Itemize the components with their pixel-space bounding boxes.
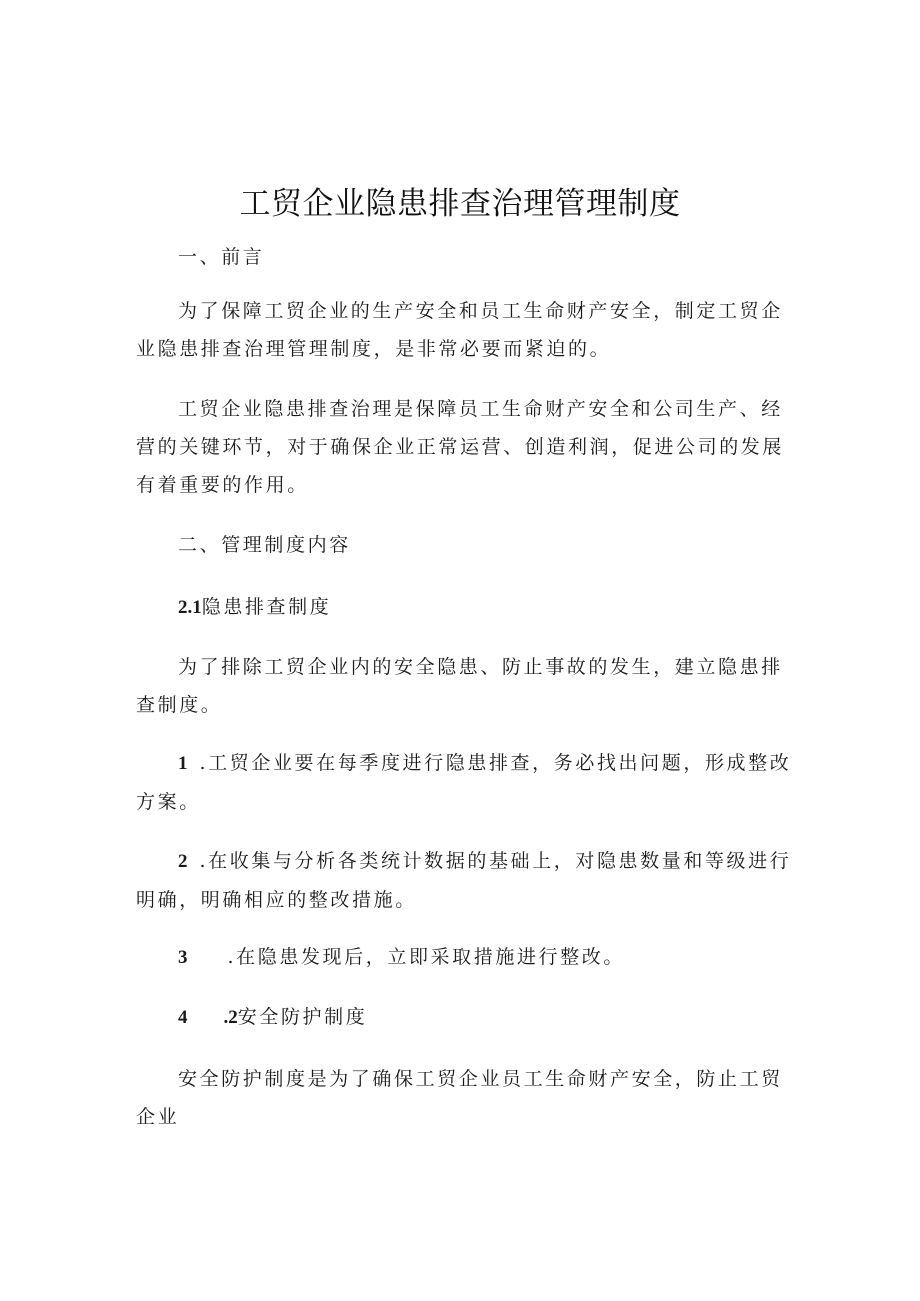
subsection-number: .2 <box>223 1007 238 1028</box>
subsection-title: 隐患排查制度 <box>201 596 332 618</box>
list-item-4 <box>136 998 796 1037</box>
document-title: 工贸企业隐患排查治理管理制度 <box>239 186 681 222</box>
section-heading-preface: 一、前言 <box>178 246 265 268</box>
list-item-number: 2 <box>178 851 188 872</box>
subsection-title: 安全防护制度 <box>237 1006 368 1028</box>
list-item-2 <box>136 842 796 919</box>
list-item-number: 4 <box>178 1007 188 1028</box>
paragraph-hazard-inspection-intro: 为了排除工贸企业内的安全隐患、防止事故的发生，建立隐患排查制度。 <box>136 656 783 716</box>
list-item-text: .在隐患发现后，立即采取措施进行整改。 <box>227 946 625 968</box>
subsection-heading-hazard-inspection <box>136 588 796 627</box>
list-item-3 <box>136 938 796 977</box>
list-item-text: .工贸企业要在每季度进行隐患排查，务必找出问题，形成整改方案。 <box>136 752 792 813</box>
section-heading-content: 二、管理制度内容 <box>178 534 351 556</box>
paragraph-safety-protection: 安全防护制度是为了确保工贸企业员工生命财产安全，防止工贸企业 <box>136 1068 783 1128</box>
list-item-text: .在收集与分析各类统计数据的基础上，对隐患数量和等级进行明确，明确相应的整改措施。 <box>136 850 792 911</box>
subsection-number: 2.1 <box>178 597 202 618</box>
paragraph-purpose: 为了保障工贸企业的生产安全和员工生命财产安全，制定工贸企业隐患排查治理管理制度，是非常必要而紧迫的。 <box>136 300 783 360</box>
paragraph-importance: 工贸企业隐患排查治理是保障员工生命财产安全和公司生产、经营的关键环节，对于确保企业正常运营、创造利润，促进公司的发展有着重要的作用。 <box>136 398 785 496</box>
list-item-number: 3 <box>178 947 188 968</box>
list-item-number: 1 <box>178 753 188 774</box>
list-item-1 <box>136 744 796 821</box>
